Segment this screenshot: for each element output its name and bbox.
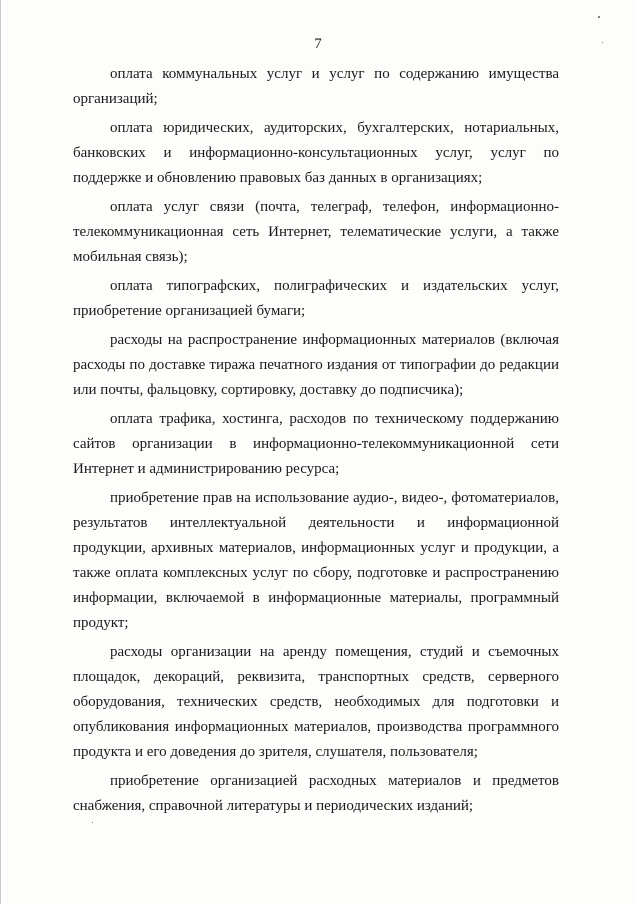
page-edge (0, 0, 1, 904)
scan-speck (92, 822, 93, 823)
paragraph-communication-services: оплата услуг связи (почта, телеграф, телефон, информационно-телекоммуникационная сеть Интернет, телематические услуги, а также мобильная связь); (73, 199, 559, 265)
paragraph-professional-services: оплата юридических, аудиторских, бухгалтерских, нотариальных, банковских и информационно-консультационных услуг, услуг по поддержке и обновлению правовых баз данных в организациях; (73, 120, 559, 186)
scan-speck (598, 16, 600, 18)
paragraph-supplies-acquisition: приобретение организацией расходных материалов и предметов снабжения, справочной литературы и периодических изданий; (73, 773, 559, 814)
paragraph-hosting-expenses: оплата трафика, хостинга, расходов по техническому поддержанию сайтов организации в информационно-телекоммуникационной сети Интернет и администрированию ресурса; (73, 411, 559, 477)
page-number: 7 (314, 36, 322, 52)
scan-speck (602, 42, 603, 43)
paragraph-utilities: оплата коммунальных услуг и услуг по содержанию имущества организаций; (73, 66, 559, 107)
document-body (73, 62, 559, 823)
paragraph-rights-acquisition: приобретение прав на использование аудио-, видео-, фотоматериалов, результатов интеллектуальной деятельности и информационной продукции, архивных материалов, информационных услуг и продукции, а также оплата комплексных услуг по сбору, подготовке и распространению информации, включаемой в информационные материалы, программный продукт; (73, 490, 559, 631)
paragraph-printing-services: оплата типографских, полиграфических и издательских услуг, приобретение организацией бумаги; (73, 278, 559, 319)
paragraph-rent-expenses: расходы организации на аренду помещения, студий и съемочных площадок, декораций, реквизита, транспортных средств, серверного оборудования, технических средств, необходимых для подготовки и опубликования информационных материалов, производства программного продукта и его доведения до зрителя, слушателя, пользователя; (73, 644, 559, 760)
paragraph-distribution-expenses: расходы на распространение информационных материалов (включая расходы по доставке тиража печатного издания от типографии до редакции или почты, фальцовку, сортировку, доставку до подписчика); (73, 332, 559, 398)
